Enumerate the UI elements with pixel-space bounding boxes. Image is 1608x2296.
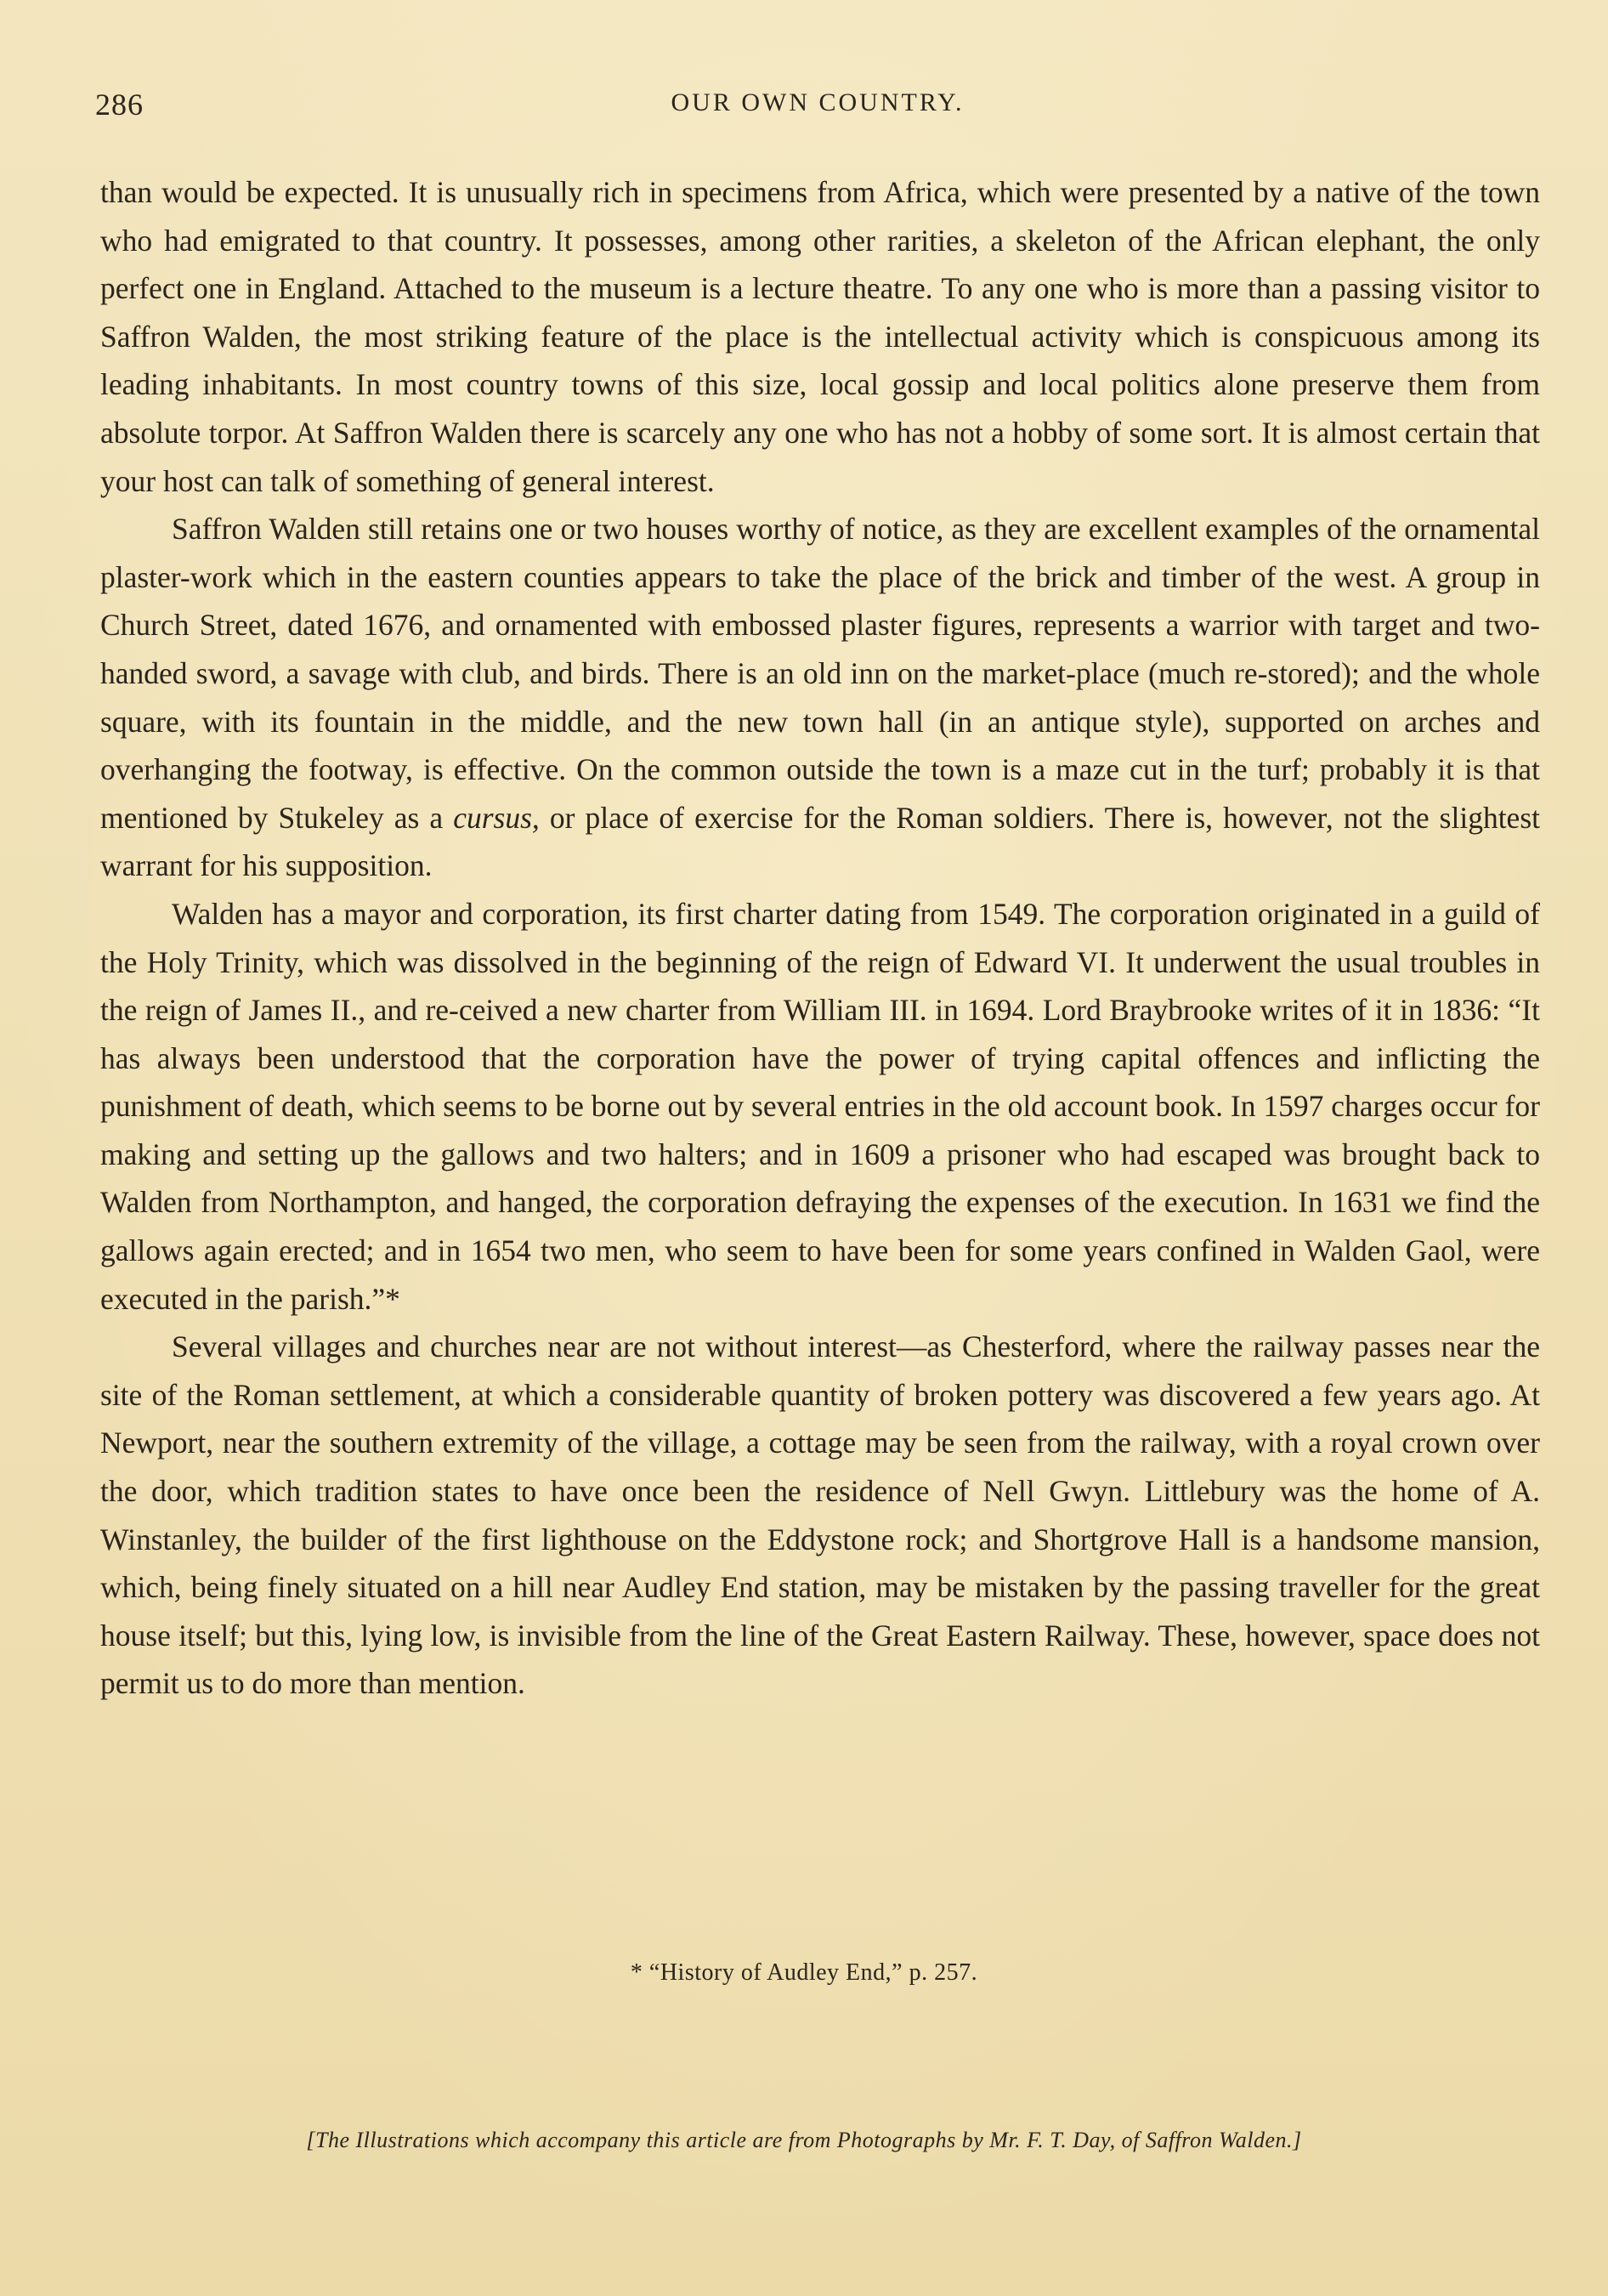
page-header: [95, 87, 1540, 128]
body-text: [100, 168, 1540, 1708]
houses-text: Saffron Walden still retains one or two houses worthy of notice, as they are excellent examples of the ornamental plaster-work which in the eastern counties appears to take the place of the brick and timber of the west. A group in Church Street, dated 1676, and ornamented with embossed plaster figures, represents a warrior with target and two-handed sword, a savage with club, and birds. There is an old inn on the market-place (much re-stored); and the whole square, with its fountain in the middle, and the new town hall (in an antique style), supported on arches and overhanging the footway, is effective. On the common outside the town is a maze cut in the turf; probably it is that mentioned by Stukeley as a: [100, 512, 1540, 835]
paragraph-houses: [100, 505, 1540, 890]
paragraph-villages: Several villages and churches near are not without interest—as Chesterford, where the railway passes near the site of the Roman settlement, at which a considerable quantity of broken pottery was discovered a few years ago. At Newport, near the southern extremity of the village, a cottage may be seen from the railway, with a royal crown over the door, which tradition states to have once been the residence of Nell Gwyn. Littlebury was the home of A. Winstanley, the builder of the first lighthouse on the Eddystone rock; and Shortgrove Hall is a handsome mansion, which, being finely situated on a hill near Audley End station, may be mistaken by the passing traveller for the great house itself; but this, lying low, is invisible from the line of the Great Eastern Railway. These, however, space does not permit us to do more than mention.: [100, 1329, 1540, 1701]
running-title: OUR OWN COUNTRY.: [671, 88, 965, 116]
houses-text-end: or place of exercise for the Roman soldiers. There is, however, not the slightest warrant for his supposition.: [100, 800, 1540, 883]
footnote: * “History of Audley End,” p. 257.: [630, 1959, 978, 1986]
paragraph-corporation: Walden has a mayor and corporation, its first charter dating from 1549. The corporation originated in a guild of the Holy Trinity, which was dissolved in the beginning of the reign of Edward VI. It underwent the usual troubles in the reign of James II., and re-ceived a new charter from William III. in 1694. Lord Braybrooke writes of it in 1836: “It has always been understood that the corporation have the power of trying capital offences and inflicting the punishment of death, which seems to be borne out by several entries in the old account book. In 1597 charges occur for making and setting up the gallows and two halters; and in 1609 a prisoner who had escaped was brought back to Walden from Northampton, and hanged, the corporation defraying the expenses of the execution. In 1631 we find the gallows again erected; and in 1654 two men, who seem to have been for some years confined in Walden Gaol, were executed in the parish.”*: [100, 896, 1540, 1316]
illustration-credit: [The Illustrations which accompany this article are from Photographs by Mr. F. T. Day, of Saffron Walden.]: [306, 2128, 1302, 2152]
cursus-term: cursus,: [453, 800, 540, 835]
page-number: 286: [95, 88, 144, 122]
paragraph-museum: than would be expected. It is unusually rich in specimens from Africa, which were presented by a native of the town who had emigrated to that country. It possesses, among other rarities, a skeleton of the African elephant, the only perfect one in England. Attached to the museum is a lecture theatre. To any one who is more than a passing visitor to Saffron Walden, the most striking feature of the place is the intellectual activity which is conspicuous among its leading inhabitants. In most country towns of this size, local gossip and local politics alone preserve them from absolute torpor. At Saffron Walden there is scarcely any one who has not a hobby of some sort. It is almost certain that your host can talk of something of general interest.: [100, 175, 1540, 498]
